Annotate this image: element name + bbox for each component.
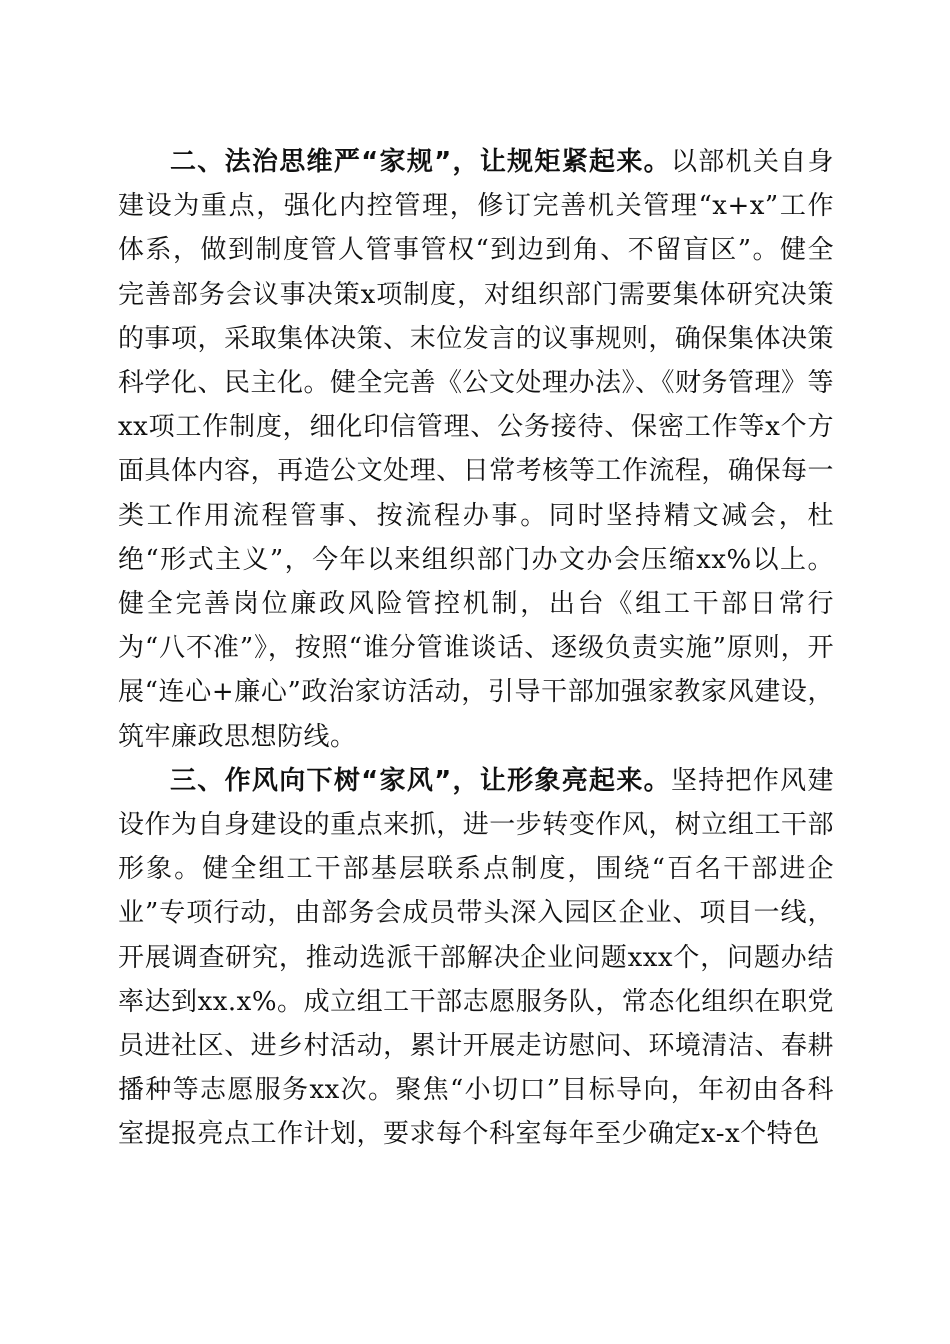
section-three-body: 坚持把作风建设作为自身建设的重点来抓，进一步转变作风，树立组工干部形象。健全组工干部基层联系点制度，围绕“百名干部进企业”专项行动，由部务会成员带头深入园区企业、项目一线，开展调查研究，推动选派干部解决企业问题xxx个，问题办结率达到xx.x%。成立组工干部志愿服务队，常态化组织在职党员进社区、进乡村活动，累计开展走访慰问、环境清洁、春耕播种等志愿服务xx次。聚焦“小切口”目标导向，年初由各科室提报亮点工作计划，要求每个科室每年至少确定x-x个特色 bbox=[118, 765, 834, 1150]
document-page bbox=[118, 140, 834, 1157]
section-three-paragraph bbox=[118, 759, 834, 1157]
section-two-paragraph bbox=[118, 140, 834, 759]
section-three-heading: 三、作风向下树“家风”，让形象亮起来。 bbox=[170, 765, 671, 796]
section-two-heading: 二、法治思维严“家规”，让规矩紧起来。 bbox=[170, 147, 671, 177]
section-two-body: 以部机关自身建设为重点，强化内控管理，修订完善机关管理“x+x”工作体系，做到制度管人管事管权“到边到角、不留盲区”。健全完善部务会议事决策x项制度，对组织部门需要集体研究决策的事项，采取集体决策、末位发言的议事规则，确保集体决策科学化、民主化。健全完善《公文处理办法》、《财务管理》等xx项工作制度，细化印信管理、公务接待、保密工作等x个方面具体内容，再造公文处理、日常考核等工作流程，确保每一类工作用流程管事、按流程办事。同时坚持精文减会，杜绝“形式主义”，今年以来组织部门办文办会压缩xx%以上。健全完善岗位廉政风险管控机制，出台《组工干部日常行为“八不准”》，按照“谁分管谁谈话、逐级负责实施”原则，开展“连心+廉心”政治家访活动，引导干部加强家教家风建设，筑牢廉政思想防线。 bbox=[118, 147, 835, 752]
